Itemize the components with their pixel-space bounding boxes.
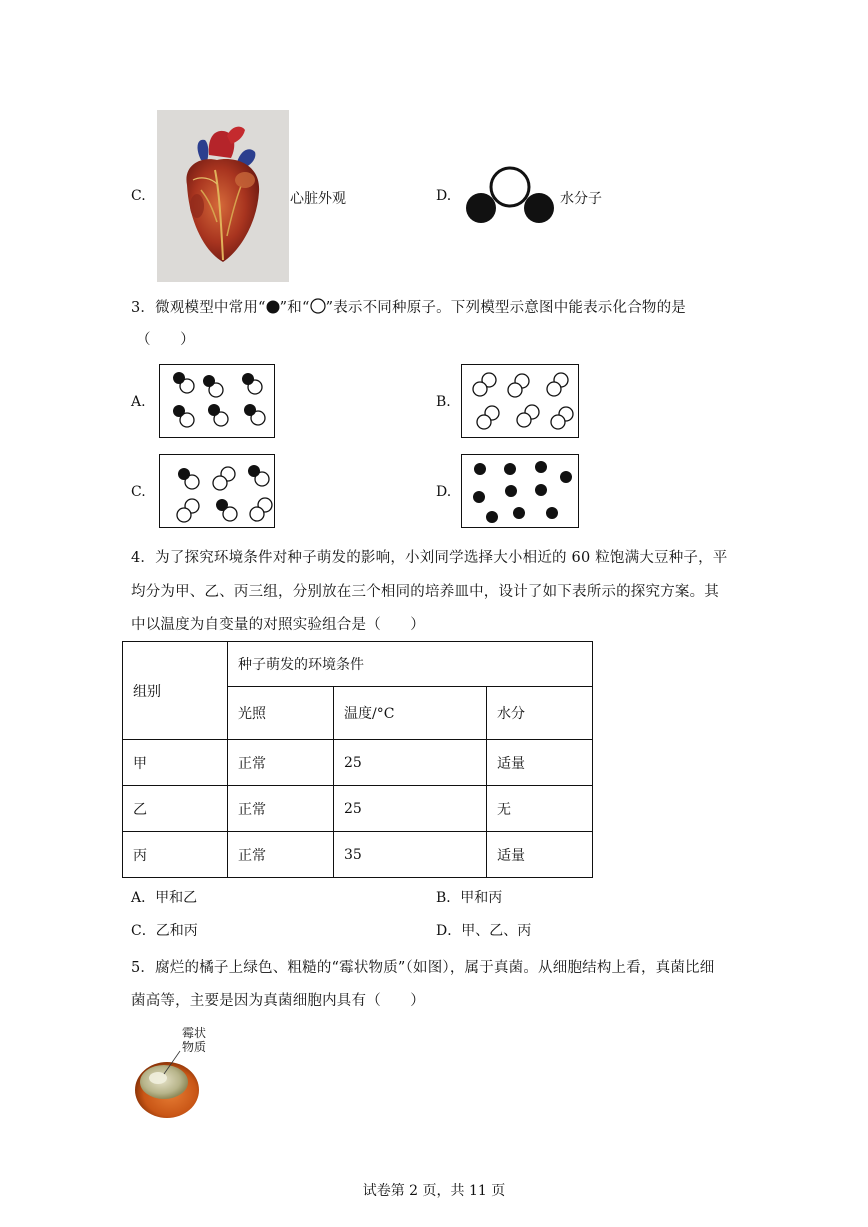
q3-option-b-letter: B. bbox=[436, 394, 451, 410]
q3-option-c-letter: C. bbox=[131, 484, 146, 500]
q4-stem-line2: 均分为甲、乙、丙三组，分别放在三个相同的培养皿中，设计了如下表所示的探究方案。其 bbox=[131, 584, 719, 600]
experiment-table bbox=[122, 641, 593, 878]
q3-option-c-diagram bbox=[159, 454, 275, 528]
q4-answer-b: B．甲和丙 bbox=[436, 890, 503, 906]
water-molecule-diagram bbox=[460, 166, 560, 228]
option-c-letter: C. bbox=[131, 188, 146, 204]
table-cell-group: 甲 bbox=[123, 740, 228, 786]
mold-label: 霉状 物质 bbox=[182, 1026, 207, 1054]
table-header-conditions: 种子萌发的环境条件 bbox=[228, 642, 593, 687]
page-footer: 试卷第 2 页，共 11 页 bbox=[362, 1183, 506, 1199]
black-atom-icon bbox=[266, 300, 280, 314]
table-cell-water: 无 bbox=[487, 786, 593, 832]
table-header-temp: 温度/°C bbox=[334, 687, 487, 740]
option-c-caption: 心脏外观 bbox=[290, 191, 346, 207]
q4-stem-line1: 4．为了探究环境条件对种子萌发的影响，小刘同学选择大小相近的 60 粒饱满大豆种子，平 bbox=[131, 550, 728, 566]
q5-stem-line2: 菌高等，主要是因为真菌细胞内具有（ ） bbox=[131, 993, 425, 1009]
table-header-group: 组别 bbox=[123, 642, 228, 740]
table-cell-light: 正常 bbox=[228, 786, 334, 832]
table-cell-temp: 35 bbox=[334, 832, 487, 878]
table-header-water: 水分 bbox=[487, 687, 593, 740]
option-d-letter: D. bbox=[436, 188, 452, 204]
moldy-orange-figure bbox=[134, 1024, 224, 1120]
table-row bbox=[123, 832, 593, 878]
q3-stem-line2: （ ） bbox=[136, 332, 195, 348]
q4-answer-a: A．甲和乙 bbox=[131, 890, 198, 906]
white-atom-icon bbox=[310, 298, 326, 314]
q4-answer-d: D．甲、乙、丙 bbox=[436, 923, 532, 939]
table-row bbox=[123, 786, 593, 832]
table-cell-temp: 25 bbox=[334, 786, 487, 832]
table-cell-light: 正常 bbox=[228, 832, 334, 878]
heart-image bbox=[157, 110, 289, 282]
option-d-caption: 水分子 bbox=[560, 191, 602, 207]
table-cell-water: 适量 bbox=[487, 740, 593, 786]
q3-option-d-diagram bbox=[461, 454, 579, 528]
q3-option-b-diagram bbox=[461, 364, 579, 438]
table-cell-group: 丙 bbox=[123, 832, 228, 878]
table-cell-light: 正常 bbox=[228, 740, 334, 786]
q3-option-a-letter: A. bbox=[131, 394, 146, 410]
q3-option-d-letter: D. bbox=[436, 484, 452, 500]
q3-stem-line1: 3．微观模型中常用“ ”和“ ”表示不同种原子。下列模型示意图中能表示化合物的是 bbox=[131, 300, 686, 316]
table-cell-water: 适量 bbox=[487, 832, 593, 878]
table-cell-temp: 25 bbox=[334, 740, 487, 786]
table-row bbox=[123, 740, 593, 786]
q4-stem-line3: 中以温度为自变量的对照实验组合是（ ） bbox=[131, 617, 425, 633]
table-header-light: 光照 bbox=[228, 687, 334, 740]
q5-stem-line1: 5．腐烂的橘子上绿色、粗糙的“霉状物质”（如图），属于真菌。从细胞结构上看，真菌比细 bbox=[131, 960, 715, 976]
table-cell-group: 乙 bbox=[123, 786, 228, 832]
q4-answer-c: C．乙和丙 bbox=[131, 923, 198, 939]
q3-option-a-diagram bbox=[159, 364, 275, 438]
